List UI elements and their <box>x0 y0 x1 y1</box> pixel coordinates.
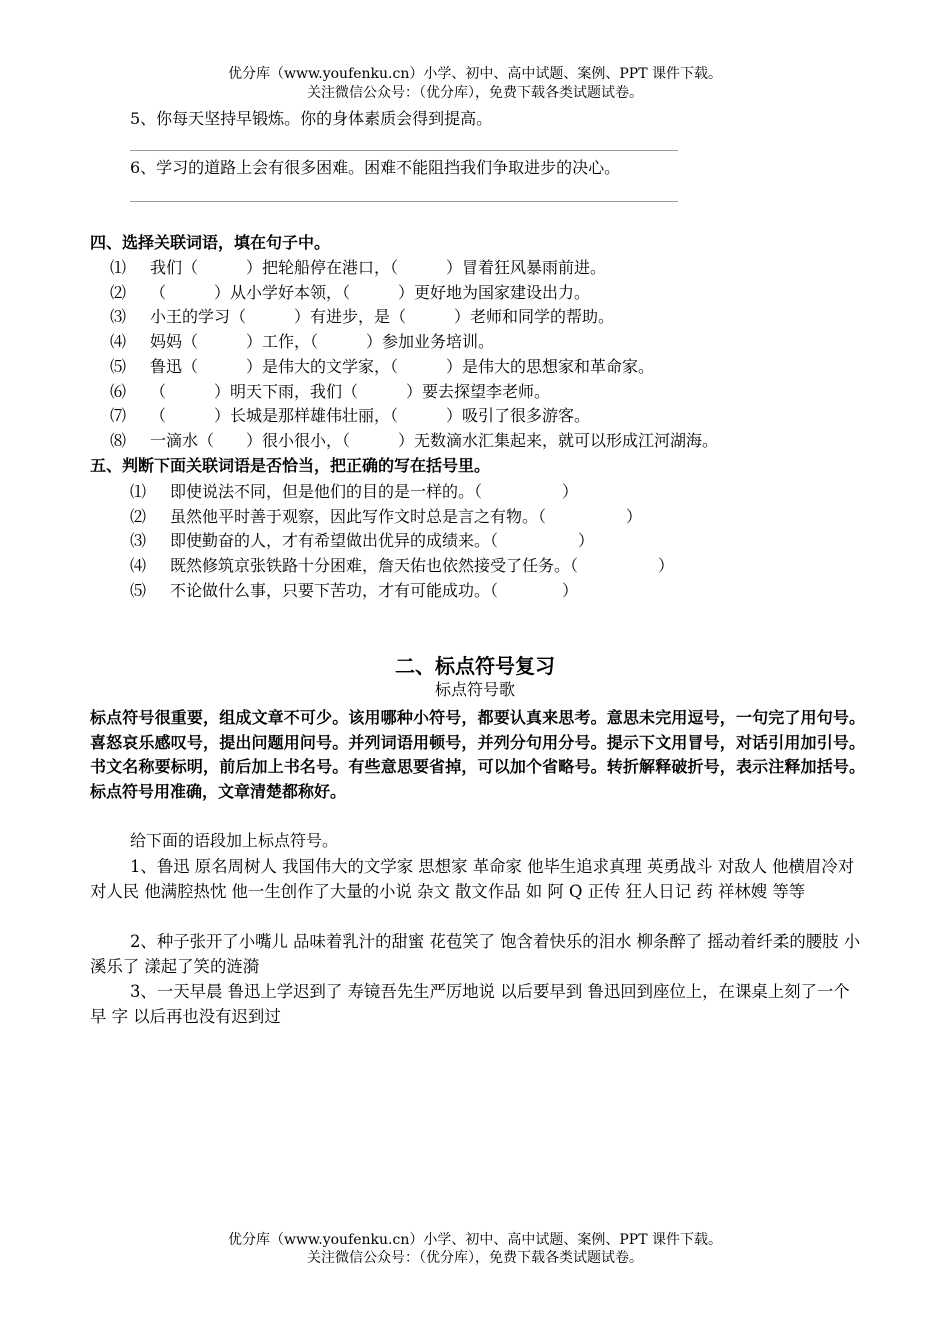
item-text: （ ）长城是那样雄伟壮丽，（ ）吸引了很多游客。 <box>150 406 591 425</box>
list-item <box>130 531 594 551</box>
item-text: 既然修筑京张铁路十分困难，詹天佑也依然接受了任务。（ ） <box>170 556 675 575</box>
section-subtitle: 标点符号歌 <box>434 680 515 699</box>
exercise-instruction: 给下面的语段加上标点符号。 <box>130 831 339 850</box>
list-item <box>110 382 550 402</box>
item-number: ⑻ <box>110 431 127 450</box>
punctuation-song: 标点符号很重要，组成文章不可少。该用哪种小符号，都要认真来思考。意思未完用逗号，一句完了用句号。喜怒哀乐感叹号，提出问题用问号。并列词语用顿号，并列分句用分号。提示下文用冒号，对话引用加引号。书文名称要标明，前后加上书名号。有些意思要省掉，可以加个省略号。转折解释破折号，表示注释加括号。标点符号用准确，文章清楚都称好。 <box>90 708 865 801</box>
list-item <box>110 283 590 303</box>
header-line-1: 优分库（www.youfenku.cn）小学、初中、高中试题、案例、PPT 课件下载。 <box>227 66 722 82</box>
item-text: 一滴水（ ）很小很小，（ ）无数滴水汇集起来，就可以形成江河湖海。 <box>150 431 719 450</box>
item-number: ⑺ <box>110 406 127 425</box>
rewrite-item-5: 5、你每天坚持早锻炼。你的身体素质会得到提高。 <box>130 109 493 128</box>
exercise-1: 1、鲁迅 原名周树人 我国伟大的文学家 思想家 革命家 他毕生追求真理 英勇战斗 对敌人 他横眉冷对 对人民 他满腔热忱 他一生创作了大量的小说 杂文 散文作品 如 阿 Q 正传 狂人日记 药 祥林嫂 等等 <box>90 857 855 901</box>
item-number: ⑵ <box>130 507 147 526</box>
list-item <box>110 406 590 426</box>
list-item <box>110 307 614 327</box>
list-item <box>130 581 578 601</box>
item-number: ⑴ <box>130 482 147 501</box>
item-text: 即使说法不同，但是他们的目的是一样的。（ ） <box>170 482 579 501</box>
item-text: 即使勤奋的人，才有希望做出优异的成绩来。（ ） <box>170 531 595 550</box>
item-number: ⑴ <box>110 258 127 277</box>
item-number: ⑶ <box>110 307 127 326</box>
item-number: ⑸ <box>130 581 147 600</box>
item-text: 鲁迅（ ）是伟大的文学家，（ ）是伟大的思想家和革命家。 <box>150 357 655 376</box>
list-item <box>110 332 494 352</box>
item-text: 虽然他平时善于观察，因此写作文时总是言之有物。（ ） <box>170 507 643 526</box>
item-text: 妈妈（ ）工作，（ ）参加业务培训。 <box>150 332 495 351</box>
item-number: ⑶ <box>130 531 147 550</box>
answer-line-5 <box>130 150 678 151</box>
item-text: 不论做什么事，只要下苦功，才有可能成功。（ ） <box>170 581 579 600</box>
list-item <box>110 258 606 278</box>
list-item <box>130 482 578 502</box>
list-item <box>130 556 674 576</box>
item-text: 小王的学习（ ）有进步，是（ ）老师和同学的帮助。 <box>150 307 615 326</box>
list-item <box>130 507 642 527</box>
item-text: （ ）从小学好本领，（ ）更好地为国家建设出力。 <box>150 283 591 302</box>
item-number: ⑵ <box>110 283 127 302</box>
item-number: ⑸ <box>110 357 127 376</box>
exercise-2: 2、种子张开了小嘴儿 品味着乳汁的甜蜜 花苞笑了 饱含着快乐的泪水 柳条醉了 摇动着纤柔的腰肢 小溪乐了 漾起了笑的涟漪 <box>90 932 861 976</box>
exercise-3: 3、一天早晨 鲁迅上学迟到了 寿镜吾先生严厉地说 以后要早到 鲁迅回到座位上，在课桌上刻了一个 早 字 以后再也没有迟到过 <box>90 982 850 1026</box>
item-number: ⑷ <box>130 556 147 575</box>
footer-line-2: 关注微信公众号：（优分库），免费下载各类试题试卷。 <box>307 1250 643 1266</box>
footer-line-1: 优分库（www.youfenku.cn）小学、初中、高中试题、案例、PPT 课件下载。 <box>227 1232 722 1248</box>
header-line-2: 关注微信公众号：（优分库），免费下载各类试题试卷。 <box>307 85 643 101</box>
section-4-heading: 四、选择关联词语，填在句子中。 <box>90 233 331 252</box>
rewrite-item-6: 6、学习的道路上会有很多困难。困难不能阻挡我们争取进步的决心。 <box>130 158 621 177</box>
list-item <box>110 431 718 451</box>
item-number: ⑹ <box>110 382 127 401</box>
answer-line-6 <box>130 201 678 202</box>
item-text: 我们（ ）把轮船停在港口，（ ）冒着狂风暴雨前进。 <box>150 258 607 277</box>
section-5-heading: 五、判断下面关联词语是否恰当，把正确的写在括号里。 <box>90 456 491 475</box>
section-title: 二、标点符号复习 <box>395 654 555 678</box>
item-text: （ ）明天下雨，我们（ ）要去探望李老师。 <box>150 382 551 401</box>
list-item <box>110 357 654 377</box>
item-number: ⑷ <box>110 332 127 351</box>
